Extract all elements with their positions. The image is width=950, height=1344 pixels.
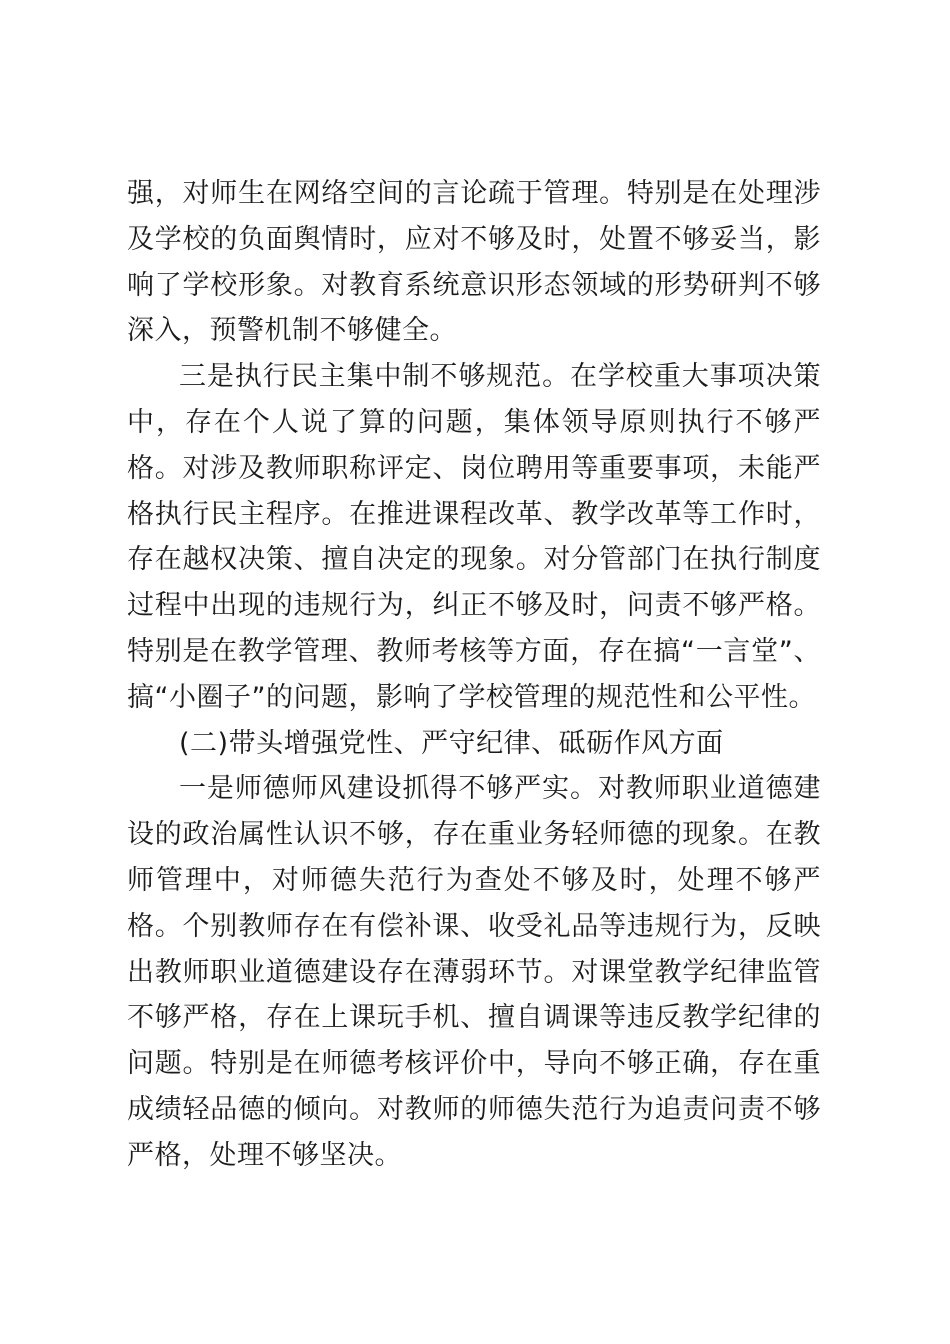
paragraph-democratic-centralism: 三是执行民主集中制不够规范。在学校重大事项决策中，存在个人说了算的问题，集体领导原则执行不够严格。对涉及教师职称评定、岗位聘用等重要事项，未能严格执行民主程序。在推进课程改革、教学改革等工作时，存在越权决策、擅自决定的现象。对分管部门在执行制度过程中出现的违规行为，纠正不够及时，问责不够严格。特别是在教学管理、教师考核等方面，存在搞“一言堂”、搞“小圈子”的问题，影响了学校管理的规范性和公平性。 — [127, 361, 821, 713]
body-text — [127, 171, 821, 1179]
section-heading: (二)带头增强党性、严守纪律、砥砺作风方面 — [179, 727, 724, 759]
paragraph-teacher-ethics: 一是师德师风建设抓得不够严实。对教师职业道德建设的政治属性认识不够，存在重业务轻师德的现象。在教师管理中，对师德失范行为查处不够及时，处理不够严格。个别教师存在有偿补课、收受礼品等违规行为，反映出教师职业道德建设存在薄弱环节。对课堂教学纪律监管不够严格，存在上课玩手机、擅自调课等违反教学纪律的问题。特别是在师德考核评价中，导向不够正确，存在重成绩轻品德的倾向。对教师的师德失范行为追责问责不够严格，处理不够坚决。 — [127, 773, 821, 1171]
paragraph-continuation: 强，对师生在网络空间的言论疏于管理。特别是在处理涉及学校的负面舆情时，应对不够及时，处置不够妥当，影响了学校形象。对教育系统意识形态领域的形势研判不够深入，预警机制不够健全。 — [127, 178, 821, 347]
